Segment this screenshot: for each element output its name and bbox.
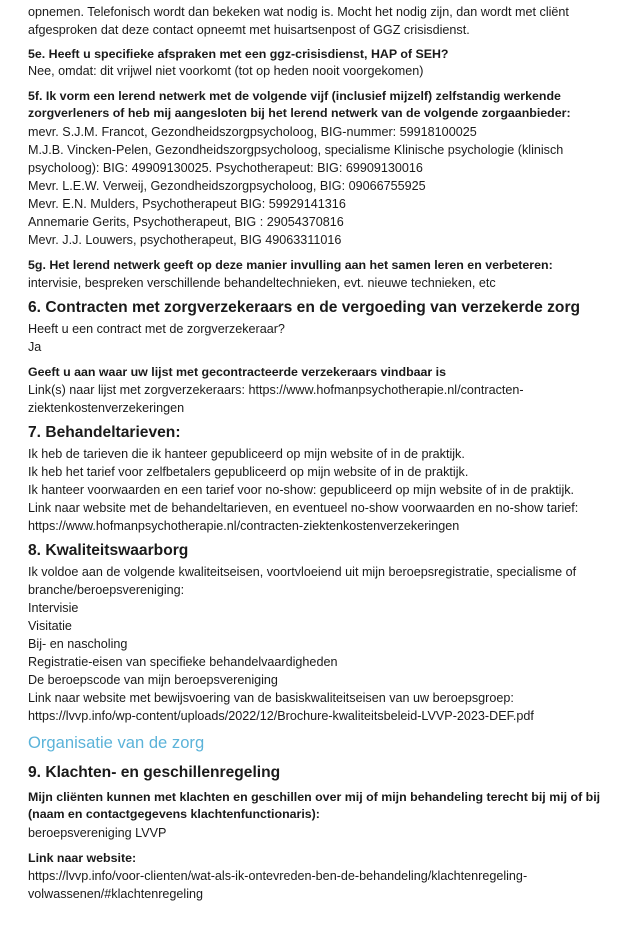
- quality-item: Bij- en nascholing: [28, 637, 128, 651]
- network-member: M.J.B. Vincken-Pelen, Gezondheidszorgpsycholoog, specialisme Klinische psychologie (klinisch: [28, 143, 564, 157]
- tariff-line: Link naar website met de behandeltarieven, en eventueel no-show voorwaarden en no-show tarief:: [28, 501, 579, 515]
- section-6-question: Heeft u een contract met de zorgverzekeraar?: [28, 322, 285, 336]
- tariff-line: Ik heb de tarieven die ik hanteer gepubliceerd op mijn website of in de praktijk.: [28, 447, 465, 461]
- quality-link[interactable]: https://lvvp.info/wp-content/uploads/2022/12/Brochure-kwaliteitsbeleid-LVVP-2023-DEF.pdf: [28, 709, 534, 723]
- quality-line: Ik voldoe aan de volgende kwaliteitseisen, voortvloeiend uit mijn beroepsregistratie, specialisme of: [28, 565, 577, 579]
- network-member: Mevr. E.N. Mulders, Psychotherapeut BIG: 59929141316: [28, 197, 346, 211]
- section-6-subtitle: Geeft u aan waar uw lijst met gecontracteerde verzekeraars vindbaar is: [28, 365, 447, 379]
- organisation-heading: Organisatie van de zorg: [28, 733, 205, 752]
- network-member: Mevr. L.E.W. Verweij, Gezondheidszorgpsycholoog, BIG: 09066755925: [28, 179, 426, 193]
- complaints-link[interactable]: https://lvvp.info/voor-clienten/wat-als-ik-ontevreden-ben-de-behandeling/klachtenregeling-: [28, 869, 528, 883]
- network-member: Mevr. J.J. Louwers, psychotherapeut, BIG 49063311016: [28, 233, 342, 247]
- section-9-question: (naam en contactgegevens klachtenfunctionaris):: [28, 807, 320, 821]
- section-9-heading: 9. Klachten- en geschillenregeling: [28, 764, 281, 781]
- section-9-question: Mijn cliënten kunnen met klachten en geschillen over mij of mijn behandeling terecht bij mij of bij: [28, 790, 601, 804]
- tariff-link[interactable]: https://www.hofmanpsychotherapie.nl/contracten-ziektenkostenverzekeringen: [28, 519, 460, 533]
- question-5f-title: zorgverleners of heb mij aangesloten bij het lerend netwerk van de volgende zorgaanbieder:: [28, 106, 571, 120]
- quality-item: Registratie-eisen van specifieke behandelvaardigheden: [28, 655, 338, 669]
- network-member: Annemarie Gerits, Psychotherapeut, BIG : 29054370816: [28, 215, 344, 229]
- question-5e-title: 5e. Heeft u specifieke afspraken met een ggz-crisisdienst, HAP of SEH?: [28, 47, 449, 61]
- complaints-link[interactable]: volwassenen/#klachtenregeling: [28, 887, 204, 901]
- tariff-line: Ik heb het tarief voor zelfbetalers gepubliceerd op mijn website of in de praktijk.: [28, 465, 469, 479]
- section-9-answer: beroepsvereniging LVVP: [28, 826, 167, 840]
- insurers-link[interactable]: ziektenkostenverzekeringen: [28, 401, 185, 415]
- quality-item: Intervisie: [28, 601, 79, 615]
- section-7-heading: 7. Behandeltarieven:: [28, 424, 181, 441]
- quality-item: De beroepscode van mijn beroepsvereniging: [28, 673, 278, 687]
- section-6-heading: 6. Contracten met zorgverzekeraars en de vergoeding van verzekerde zorg: [28, 299, 581, 316]
- network-member: psycholoog): BIG: 49909130025. Psychotherapeut: BIG: 69909130016: [28, 161, 423, 175]
- question-5g-answer: intervisie, bespreken verschillende behandeltechnieken, evt. nieuwe technieken, etc: [28, 276, 496, 290]
- insurers-link[interactable]: Link(s) naar lijst met zorgverzekeraars: https://www.hofmanpsychotherapie.nl/contracten-: [28, 383, 524, 397]
- intro-line: opnemen. Telefonisch wordt dan bekeken wat nodig is. Mocht het nodig zijn, dan wordt met cliënt: [28, 5, 569, 19]
- question-5e-answer: Nee, omdat: dit vrijwel niet voorkomt (tot op heden nooit voorgekomen): [28, 64, 424, 78]
- section-9-link-title: Link naar website:: [28, 851, 137, 865]
- quality-item: Visitatie: [28, 619, 72, 633]
- quality-line: branche/beroepsvereniging:: [28, 583, 185, 597]
- section-6-answer: Ja: [28, 340, 42, 354]
- section-8-heading: 8. Kwaliteitswaarborg: [28, 542, 189, 559]
- network-member: mevr. S.J.M. Francot, Gezondheidszorgpsycholoog, BIG-nummer: 59918100025: [28, 125, 477, 139]
- question-5f-title: 5f. Ik vorm een lerend netwerk met de volgende vijf (inclusief mijzelf) zelfstandig werkende: [28, 89, 561, 103]
- intro-line: afgesproken dat deze contact opneemt met huisartsenpost of GGZ crisisdienst.: [28, 23, 470, 37]
- tariff-line: Ik hanteer voorwaarden en een tarief voor no-show: gepubliceerd op mijn website of in de praktijk.: [28, 483, 575, 497]
- question-5g-title: 5g. Het lerend netwerk geeft op deze manier invulling aan het samen leren en verbeteren:: [28, 258, 553, 272]
- quality-line: Link naar website met bewijsvoering van de basiskwaliteitseisen van uw beroepsgroep:: [28, 691, 514, 705]
